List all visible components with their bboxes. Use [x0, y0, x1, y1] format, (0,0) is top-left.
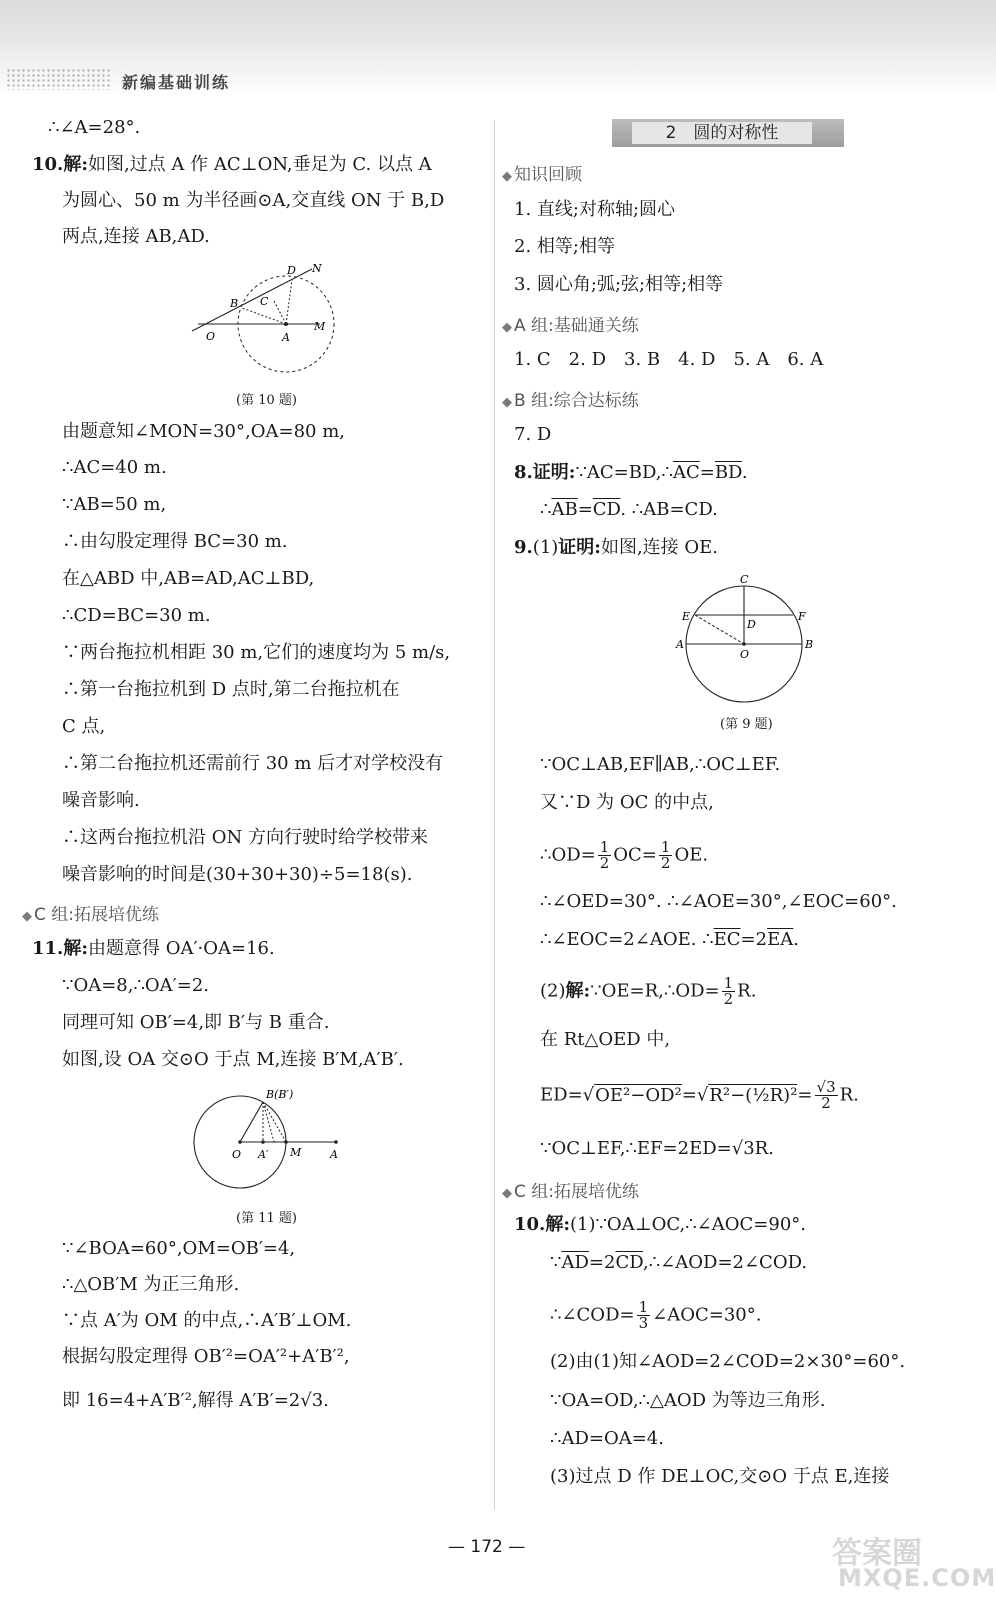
text: ∴∠COD= [550, 1304, 635, 1326]
text-line: ∵∠BOA=60°,OM=OB′=4, [62, 1238, 296, 1259]
label-D: D [747, 618, 756, 631]
arc-ea: $\overline{EA}$ [767, 929, 794, 950]
section-title: B 组:综合达标练 [514, 391, 639, 411]
text: R. [839, 1084, 859, 1106]
header-title: 新编基础训练 [122, 73, 231, 92]
watermark-text: 答案圈 [832, 1536, 922, 1571]
diamond-icon: ◆ [22, 909, 32, 924]
text-line: ∴AD=OA=4. [550, 1428, 664, 1449]
text: R. [737, 980, 757, 1002]
question-8-line-1 [514, 461, 748, 485]
label-F: F [798, 610, 806, 623]
label-B: B [805, 638, 814, 651]
text-line: ∵OA=OD,∴△AOD 为等边三角形. [550, 1390, 826, 1411]
label-A: A [676, 638, 684, 651]
text: (1) [532, 537, 559, 558]
text-line: 如图,设 OA 交⊙O 于点 M,连接 B′M,A′B′. [62, 1049, 404, 1070]
section-tag-k [502, 160, 582, 185]
text: ∵ [550, 1252, 562, 1273]
text-line: ∴CD=BC=30 m. [62, 605, 211, 626]
question-number: 9. [514, 537, 533, 558]
text: OC= [613, 844, 657, 866]
arc-ec: $\overline{EC}$ [713, 929, 741, 950]
figure-9 [672, 572, 822, 707]
text-line: ∵OC⊥AB,EF∥AB,∴OC⊥EF. [540, 754, 781, 775]
text: 如图,连接 OE. [600, 537, 719, 558]
text: ∴OD= [540, 844, 596, 866]
question-10-line [32, 153, 432, 177]
text: ∵AC=BD,∴ [575, 462, 673, 483]
text-line: 在 Rt△OED 中, [540, 1029, 671, 1050]
text: OE. [674, 844, 709, 866]
denominator: 2 [821, 1094, 831, 1112]
figure-caption: (第 9 题) [720, 717, 773, 732]
text: =2 [740, 929, 768, 950]
fraction-half [598, 840, 612, 871]
page-number: — 172 — [448, 1537, 526, 1557]
text: ∴ [540, 499, 552, 520]
section-banner-title: 2 圆的对称性 [632, 122, 812, 144]
numerator: 1 [599, 838, 610, 856]
text-line: (3)过点 D 作 DE⊥OC,交⊙O 于点 E,连接 [550, 1466, 890, 1487]
text-line: 根据勾股定理得 OB′²=OA′²+A′B′², [62, 1346, 350, 1367]
text: (1)∵OA⊥OC,∴∠AOC=90°. [569, 1214, 806, 1235]
section-title: A 组:基础通关练 [514, 316, 639, 336]
label-O: O [206, 330, 216, 343]
arc-ab: $\overline{AB}$ [551, 499, 578, 520]
numerator: √3 [816, 1078, 836, 1096]
text-line: 1. 直线;对称轴;圆心 [514, 199, 676, 220]
question-11-line [32, 937, 275, 961]
label-A: A [330, 1148, 338, 1161]
numerator: 1 [660, 838, 671, 856]
section-tag-c [22, 900, 159, 925]
label-D: D [287, 264, 296, 277]
section-title: C 组:拓展培优练 [514, 1182, 640, 1202]
section-tag-a [502, 311, 639, 336]
figure-caption: (第 10 题) [236, 393, 297, 408]
text: ED=√ [540, 1084, 595, 1106]
text-line: 由题意知∠MON=30°,OA=80 m, [62, 421, 345, 442]
label-N: N [312, 262, 322, 275]
text: =2 [588, 1252, 616, 1273]
text: ∠AOC=30°. [652, 1304, 762, 1326]
numerator: 1 [723, 974, 734, 992]
question-8-line-2 [540, 498, 718, 522]
label-A: A [282, 331, 290, 344]
solution-label: 解: [63, 154, 88, 175]
arc-bd: $\overline{BD}$ [714, 462, 742, 483]
arc-cd: $\overline{CD}$ [592, 499, 621, 520]
text-line: ∴∠OED=30°. ∴∠AOE=30°,∠EOC=60°. [540, 891, 897, 912]
label-B: B [230, 297, 239, 310]
label-C: C [740, 573, 749, 586]
denominator: 2 [660, 854, 671, 872]
text: (2) [540, 980, 566, 1002]
label-B: B(B′) [266, 1088, 294, 1101]
diamond-icon: ◆ [502, 320, 512, 335]
text-line: 3. 圆心角;弧;弦;相等;相等 [514, 274, 724, 295]
diamond-icon: ◆ [502, 1186, 512, 1201]
label-E: E [682, 610, 691, 623]
label-M: M [290, 1146, 302, 1159]
section-title: C 组:拓展培优练 [34, 905, 160, 925]
arc-ad: $\overline{AD}$ [561, 1252, 589, 1273]
header-dot-pattern [6, 68, 110, 90]
text-line: 噪音影响. [62, 790, 140, 811]
solution-label: 解: [565, 980, 591, 1002]
text-line: 即 16=4+A′B′²,解得 A′B′=2√3. [62, 1390, 329, 1411]
text-line: ∴AC=40 m. [62, 457, 167, 478]
figure-11 [186, 1084, 356, 1204]
fraction-half [722, 976, 736, 1007]
diamond-icon: ◆ [502, 169, 512, 184]
numerator: 1 [638, 1298, 649, 1316]
label-A-prime: A′ [258, 1148, 269, 1161]
text: . [741, 462, 748, 483]
radicand: R²−(½R)² [709, 1084, 798, 1106]
text-line: ∵两台拖拉机相距 30 m,它们的速度均为 5 m/s, [62, 642, 451, 663]
solution-label: 解: [63, 938, 88, 959]
text-line: C 点, [62, 716, 106, 737]
label-C: C [260, 295, 269, 308]
label-O: O [232, 1148, 242, 1161]
figure-caption: (第 11 题) [236, 1211, 297, 1226]
text-line: 又∵D 为 OC 的中点, [540, 792, 714, 813]
text: ∵OE=R,∴OD= [590, 980, 720, 1002]
text-line: ∵OA=8,∴OA′=2. [62, 975, 210, 996]
text-line: 噪音影响的时间是(30+30+30)÷5=18(s). [62, 864, 413, 885]
proof-label: 证明: [532, 462, 576, 483]
text: ∴∠EOC=2∠AOE. ∴ [540, 929, 714, 950]
text: =√ [681, 1084, 709, 1106]
text: = [699, 462, 715, 483]
text: = [797, 1084, 813, 1106]
text-line: 两点,连接 AB,AD. [62, 226, 210, 247]
radicand: OE²−OD² [595, 1084, 682, 1106]
question-number: 8. [514, 462, 533, 483]
section-tag-b [502, 386, 639, 411]
math-line-ed [540, 1080, 859, 1111]
text-line: 为圆心、50 m 为半径画⊙A,交直线 ON 于 B,D [62, 190, 445, 211]
text: 由题意得 OA′·OA=16. [87, 938, 275, 959]
text-line: ∴第一台拖拉机到 D 点时,第二台拖拉机在 [62, 679, 400, 700]
text-line: ∴第二台拖拉机还需前行 30 m 后才对学校没有 [62, 753, 444, 774]
text-line: ∵AB=50 m, [62, 494, 167, 515]
label-O: O [740, 648, 750, 661]
text-line: ∴△OB′M 为正三角形. [62, 1274, 240, 1295]
text-line: 同理可知 OB′=4,即 B′与 B 重合. [62, 1012, 330, 1033]
text: . ∴AB=CD. [620, 499, 718, 520]
text-line: 在△ABD 中,AB=AD,AC⊥BD, [62, 568, 315, 589]
watermark-url: MXQE.COM [838, 1564, 996, 1592]
fraction-third [637, 1300, 651, 1331]
text: = [577, 499, 593, 520]
denominator: 2 [599, 854, 610, 872]
text-line: ∴∠A=28°. [48, 117, 141, 138]
column-divider [494, 120, 495, 1510]
denominator: 3 [638, 1314, 649, 1332]
text-line: ∴这两台拖拉机沿 ON 方向行驶时给学校带来 [62, 827, 428, 848]
math-line-cod [550, 1300, 761, 1331]
math-line-od [540, 840, 708, 871]
text-line: ∵OC⊥EF,∴EF=2ED=√3R. [540, 1138, 774, 1159]
text-line-arcs [540, 928, 799, 952]
diamond-icon: ◆ [502, 395, 512, 410]
text-line: (2)由(1)知∠AOD=2∠COD=2×30°=60°. [550, 1351, 906, 1372]
arc-cd: $\overline{CD}$ [615, 1252, 643, 1273]
figure-10 [184, 258, 344, 378]
denominator: 2 [723, 990, 734, 1008]
section-tag-c [502, 1177, 639, 1202]
text-line: 1. C 2. D 3. B 4. D 5. A 6. A [514, 349, 824, 370]
question-9-line-1 [514, 536, 718, 560]
text: 如图,过点 A 作 AC⊥ON,垂足为 C. 以点 A [87, 154, 432, 175]
question-10-line [514, 1213, 806, 1237]
fraction-root3-over-2 [815, 1080, 838, 1111]
text-line: 2. 相等;相等 [514, 236, 615, 257]
text-line-arcs [550, 1251, 807, 1275]
fraction-half [659, 840, 673, 871]
proof-label: 证明: [558, 537, 601, 558]
math-line-od-r [540, 976, 756, 1007]
text: ,∴∠AOD=2∠COD. [643, 1252, 808, 1273]
question-number: 10. [514, 1214, 546, 1235]
text-line: ∴由勾股定理得 BC=30 m. [62, 531, 288, 552]
question-number: 11. [32, 938, 64, 959]
arc-ac: $\overline{AC}$ [672, 462, 700, 483]
solution-label: 解: [545, 1214, 570, 1235]
section-banner [612, 119, 844, 147]
label-M: M [314, 320, 326, 333]
section-title: 知识回顾 [514, 165, 582, 185]
text: . [793, 929, 799, 950]
question-number: 10. [32, 154, 64, 175]
text-line: ∵点 A′为 OM 的中点,∴A′B′⊥OM. [62, 1310, 352, 1331]
text-line: 7. D [514, 424, 552, 445]
